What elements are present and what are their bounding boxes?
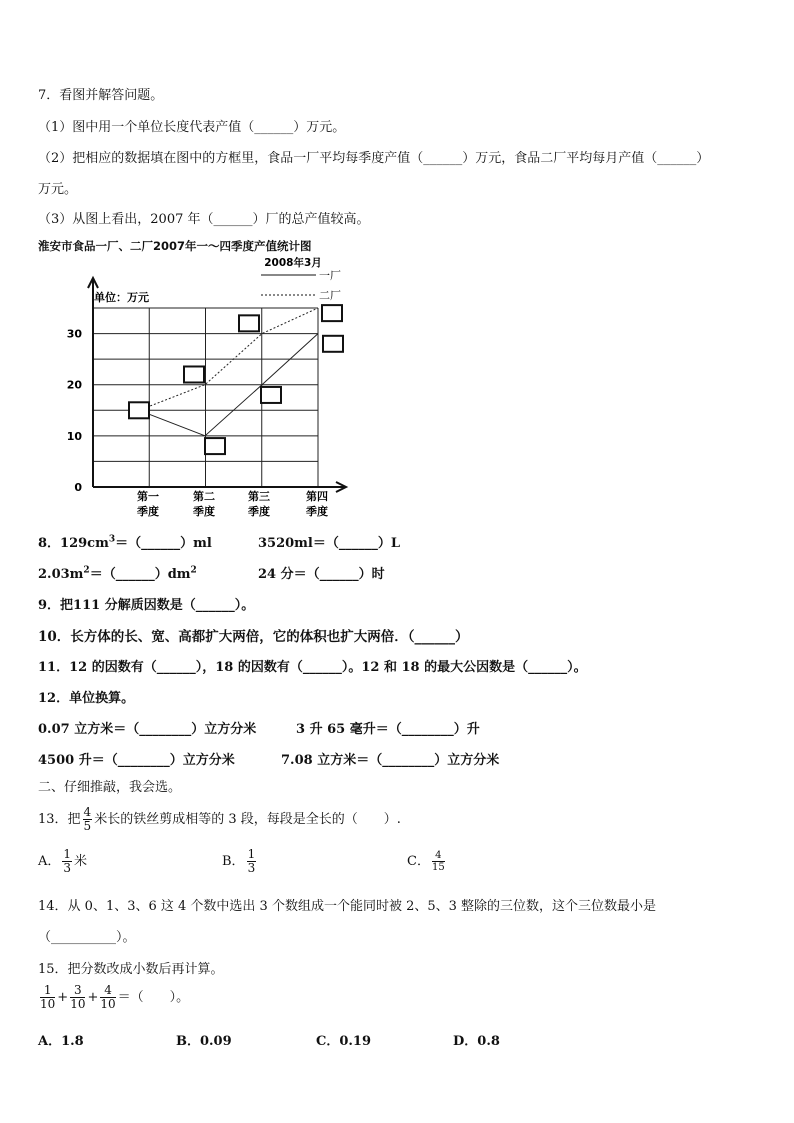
answer-box[interactable] [323,336,343,352]
answer-box[interactable] [129,402,149,418]
y-tick-label: 0 [74,481,82,494]
q7-part3: （3）从图上看出，2007 年（______）厂的总产值较高。 [38,212,370,227]
q9: 9．把111 分解质因数是（______）。 [38,598,255,613]
q15-option-c[interactable]: C．0.19 [316,1034,372,1049]
chart-title: 淮安市食品一厂、二厂2007年一～四季度产值统计图 [38,239,312,253]
q15-fraction-1: $\frac{1}{10}$ [40,983,56,1011]
y-tick-label: 30 [66,327,82,341]
chart-series [139,308,318,436]
x-tick-label: 第三 [248,490,270,503]
x-tick-label: 第一 [137,490,159,503]
answer-box[interactable] [205,438,225,454]
unit-label: 单位：万元 [94,291,149,304]
q8-b: 3520ml＝（______）L [258,536,401,551]
answer-box[interactable] [239,315,259,331]
q7-title: 7．看图并解答问题。 [38,88,164,103]
q13-option-b[interactable]: B． $\frac{1}{3}$ [222,847,256,875]
answer-box[interactable] [261,387,281,403]
q8-a-post: ＝（______）ml [115,536,212,551]
q12-c: 4500 升＝（________）立方分米 [38,753,235,768]
q12-d: 7.08 立方米＝（________）立方分米 [281,753,500,768]
q8-c-sup2: 2 [190,565,197,576]
q8-c-pre: 2.03m [38,567,84,582]
q13-pre: 13．把 [38,812,81,827]
q13-post: 米长的铁丝剪成相等的 3 段，每段是全长的（ ）. [94,812,401,827]
q12-a: 0.07 立方米＝（________）立方分米 [38,722,257,737]
q8-a-pre: 8．129cm [38,536,109,551]
q12-title: 12．单位换算。 [38,691,135,706]
chart-subtitle: 2008年3月 [264,257,322,269]
q14-line1: 14．从 0、1、3、6 这 4 个数中选出 3 个数组成一个能同时被 2、5、3 整除的三位数，这个三位数最小是 [38,899,657,914]
legend-label-1: 一厂 [319,269,341,282]
q10: 10．长方体的长、宽、高都扩大两倍，它的体积也扩大两倍．（______） [38,629,469,645]
legend-label-2: 二厂 [319,289,341,302]
q8-a-sup: 3 [108,534,116,545]
q7-part2: （2）把相应的数据填在图中的方框里，食品一厂平均每季度产值（______）万元，食品二厂平均每月产值（______） [38,151,710,166]
q13-option-c[interactable]: C． $\frac{4}{15}$ [407,850,445,873]
q12-b: 3 升 65 毫升＝（________）升 [296,722,480,737]
q15-option-b[interactable]: B．0.09 [176,1034,232,1049]
q8-d: 24 分＝（______）时 [258,567,385,582]
x-tick-label: 第四 [306,490,328,503]
chart-grid [93,308,318,487]
q15-fraction-2: $\frac{3}{10}$ [70,983,86,1011]
answer-box[interactable] [322,305,342,321]
y-tick-labels [67,328,83,494]
q7-part2-cont: 万元。 [38,182,78,197]
answer-boxes[interactable] [129,305,343,454]
x-tick-labels [137,489,328,518]
q14-line2: （__________）。 [38,930,136,945]
x-tick-label: 季度 [193,505,215,518]
legend [261,269,341,302]
x-tick-label: 季度 [248,505,270,518]
x-tick-label: 第二 [193,490,215,503]
q15-fraction-3: $\frac{4}{10}$ [100,983,116,1011]
q13-stem [38,806,401,833]
q15-title: 15．把分数改成小数后再计算。 [38,962,224,977]
q8-a [38,532,212,551]
x-tick-label: 季度 [306,505,328,518]
q15-option-d[interactable]: D．0.8 [453,1034,500,1049]
q8-c [38,563,197,582]
answer-box[interactable] [184,366,204,382]
q8-c-mid: ＝（______）dm [89,567,191,582]
q15-expression: $\frac{1}{10}$ + $\frac{3}{10}$ + $\frac{4}{10}$ ＝（ ）。 [40,983,190,1011]
q11: 11．12 的因数有（______），18 的因数有（______）。12 和 18 的最大公因数是（______）。 [38,660,587,675]
y-tick-label: 20 [66,378,82,392]
y-tick-label: 10 [66,429,82,443]
q8-c-sup: 2 [83,565,90,576]
q15-option-a[interactable]: A．1.8 [38,1034,84,1049]
q13-option-a[interactable]: A． $\frac{1}{3}$ 米 [38,847,88,875]
q7-part1: （1）图中用一个单位长度代表产值（______）万元。 [38,120,346,135]
section-2-heading: 二、仔细推敲，我会选。 [38,780,182,795]
x-tick-label: 季度 [137,505,159,518]
q13-fraction: $\frac{4}{5}$ [83,805,92,833]
